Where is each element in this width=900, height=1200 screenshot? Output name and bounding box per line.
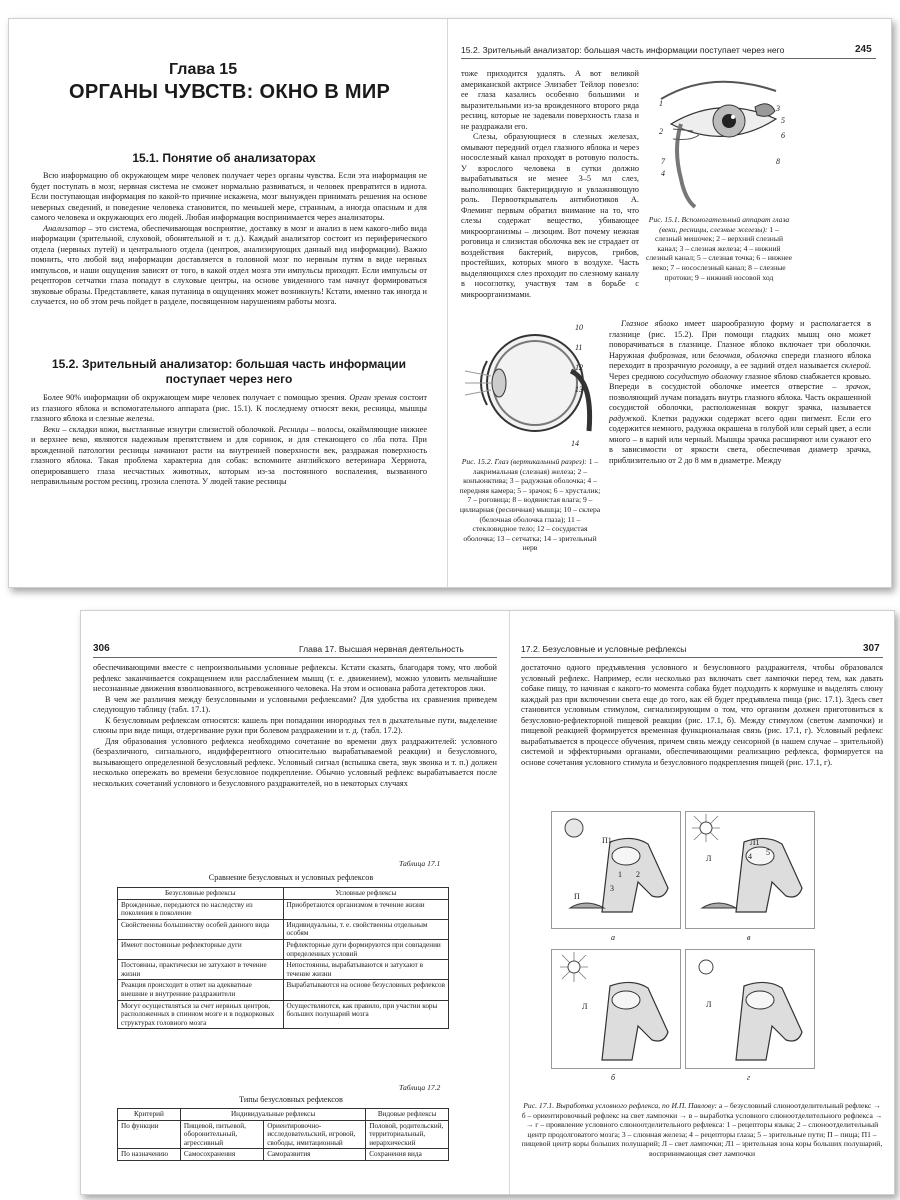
dog-illustration <box>552 812 682 930</box>
table-cell: Сохранения вида <box>366 1149 449 1161</box>
table-row <box>118 960 449 980</box>
label-p: П <box>574 892 580 901</box>
table-cell: Индивидуальны, т. е. свойственны отдельным особям <box>283 919 449 939</box>
header-rule <box>521 657 883 658</box>
fig-number: 5 <box>781 116 785 125</box>
label-p1: П1 <box>602 836 612 845</box>
panel-letter-b: б <box>611 1073 616 1082</box>
section-title-15-2: 15.2. Зрительный анализатор: большая часть информации поступает через него <box>51 357 407 386</box>
panel-g <box>685 949 815 1069</box>
fig-15-2-caption: Рис. 15.2. Глаз (вертикальный разрез): 1 – лакримальная (слезная) железа; 2 – конъюнктива; 3 – радужная оболочка; 4 – передняя камера; 5 – зрачок; 6 – хрусталик; 7 – роговица; 8 – водянистая влага; 9 – цилиарная (ресничная) мышца; 10 – склера (белочная оболочка глаза); 11 – стекловидное тело; 12 – сосудистая оболочка; 13 – сетчатка; 14 – зрительный нерв <box>459 457 601 553</box>
term: Анализатор <box>43 223 86 233</box>
table-label: Таблица 17.1 <box>399 859 441 868</box>
table-cell: Самосохранения <box>180 1149 263 1161</box>
table-17-1 <box>117 887 449 1029</box>
fig-number: 7 <box>661 157 665 166</box>
table-cell: Имеют постоянные рефлекторные дуги <box>118 939 284 959</box>
paragraph: Веки – складки кожи, выстланные изнутри слизистой оболочкой. Ресницы – волосы, окаймляющие нижнее и верхнее веко, являются надежным препятствием и для соринок, и для стекающего со лба пота. При врожденной патологии ресницы начинают расти на внутренней поверхности век, раздражая поверхность глазного яблока. Такая проблема характерна для собак: вспомните английского ветеринара Херриота, оперировавшего глаза несчастных животных, которым из-за постоянного воспаления, вызванного неправильным ростом ресниц, грозила слепота. У людей такие ресницы <box>31 424 427 486</box>
label-3: 3 <box>610 884 614 893</box>
paragraph: В чем же различия между безусловными и условными рефлексами? Для удобства их сравнения приведем следующую таблицу (табл. 17.1). <box>93 694 497 714</box>
dog-illustration <box>686 812 816 930</box>
panel-letter-g: г <box>747 1073 751 1082</box>
paragraph: Всю информацию об окружающем мире человек получает через органы чувства. Если эта информация не будет поступать в мозг, нервная система не сможет нормально развиваться, и человек превратится в идиота. Если поступающая информация по какой-то причине искажена, мозг вынужден принимать решения на основе неверных сведений, и поведение человека становится, по меньшей мере, странным, а иногда опасным и для самого человека и окружающих его людей. Любая информация воспринимается через анализаторы. <box>31 171 427 222</box>
table-cell: Свойственны большинству особей данного вида <box>118 919 284 939</box>
fig-number: 14 <box>571 439 579 448</box>
table-17-2 <box>117 1108 449 1161</box>
table-cell: Пищевой, питьевой, оборонительный, агрессивный <box>180 1120 263 1149</box>
label-2: 2 <box>636 870 640 879</box>
header-rule <box>93 657 497 658</box>
label-4: 4 <box>748 852 752 861</box>
table-cell: Приобретаются организмом в течение жизни <box>283 899 449 919</box>
table-cell: Вырабатываются на основе безусловных рефлексов <box>283 980 449 1000</box>
paragraph: достаточно одного предъявления условного и безусловного раздражителя, чтобы образовался условный рефлекс. Например, если несколько раз включать свет лампочки перед тем, как давать собаке пищу, то начиная с какого-то момента собака будет подходить к кормушке и выделять слюну каждый раз при включении света еще до того, как ей будет предъявлена пища (рис. 17.1). Здесь свет становится условным стимулом, сигнализирующим о том, что организм должен приготовиться к безусловно-рефлекторной пищевой реакции (рис. 17.1, б). Между стимулом (светом лампочки) и пищевой реакцией формируется временная функциональная связь (рис. 17.1, г). Условный рефлекс вырабатывается в процессе обучения, причем связь между сенсорной (в нашем случае – зрительной) системой и эффекторными органами, обеспечивающими реализацию рефлекса, формируется на основе сочетания условного стимула и безусловного подкрепления пищей (рис. 17.1, г). <box>521 663 883 767</box>
chapter-title: ОРГАНЫ ЧУВСТВ: ОКНО В МИР <box>69 81 391 103</box>
label-l1: Л1 <box>750 838 760 847</box>
right-page-col1-text <box>461 69 639 300</box>
panel-b <box>551 949 681 1069</box>
bottom-spread <box>80 610 895 1195</box>
spine <box>447 19 448 587</box>
spine <box>509 611 510 1194</box>
table-header: Условные рефлексы <box>283 888 449 900</box>
label-5: 5 <box>766 848 770 857</box>
table-header: Критерий <box>118 1109 181 1121</box>
panel-a <box>551 811 681 929</box>
table-header: Индивидуальные рефлексы <box>180 1109 365 1121</box>
table-header: Безусловные рефлексы <box>118 888 284 900</box>
panel-letter-v: в <box>747 933 751 942</box>
table-header: Видовые рефлексы <box>366 1109 449 1121</box>
page-number: 306 <box>93 643 110 654</box>
fig-number: 11 <box>575 343 583 352</box>
fig-15-1-caption: Рис. 15.1. Вспомогательный аппарат глаза (веки, ресницы, слезные железы): 1 – слезный мешочек; 2 – верхний слезный канал; 3 – слезная железа; 4 – нижний слезный канал; 5 – слезная точка; 6 – нижнее веко; 7 – носослезный канал; 8 – слезные протоки; 9 – нижний носовой ход <box>646 215 792 282</box>
table-row <box>118 1000 449 1029</box>
table-title: Типы безусловных рефлексов <box>239 1095 343 1104</box>
table-cell: Постоянны, практически не затухают в течение жизни <box>118 960 284 980</box>
table-row <box>118 939 449 959</box>
running-head: 17.2. Безусловные и условные рефлексы <box>521 644 687 654</box>
chapter-label: Глава 15 <box>169 61 238 78</box>
fig-number: 10 <box>575 323 583 332</box>
table-cell: Осуществляются, как правило, при участии коры больших полушарий мозга <box>283 1000 449 1029</box>
right-page-col2-text <box>609 319 871 466</box>
table-cell: По назначению <box>118 1149 181 1161</box>
paragraph: обеспечивающими вместе с непроизвольными условные рефлексы. Кстати сказать, благодаря тому, что любой рефлекс заканчивается сокращением или расслаблением мышц (т. е. движением), можно уловить мельчайшие несознанные движения взволнованного, встревоженного человека. На этом и основана работа детекторов лжи. <box>93 663 497 693</box>
fig-number: 3 <box>776 104 780 113</box>
table-cell: Ориентировочно-исследовательский, игровой, свободы, имитационный <box>264 1120 366 1149</box>
table-title: Сравнение безусловных и условных рефлексов <box>208 873 374 882</box>
table-cell: Рефлекторные дуги формируются при совпадении определенных условий <box>283 939 449 959</box>
dog-illustration <box>552 950 682 1070</box>
figure-15-1 <box>651 69 791 209</box>
table-cell: Врожденные, передаются по наследству из поколения в поколение <box>118 899 284 919</box>
table-row <box>118 899 449 919</box>
table-cell: Саморазвития <box>264 1149 366 1161</box>
running-head: Глава 17. Высшая нервная деятельность <box>299 644 464 654</box>
paragraph: Более 90% информации об окружающем мире человек получает с помощью зрения. Орган зрения состоит из глазного яблока и вспомогательного аппарата (рис. 15.1). К последнему относят веки, ресницы, мышцы глазного яблока и слезные железы. <box>31 393 427 423</box>
table-cell: Реакция происходит в ответ на адекватные внешние и внутренние раздражители <box>118 980 284 1000</box>
right-page-text <box>521 663 883 768</box>
paragraph: К безусловным рефлексам относятся: кашель при попадании инородных тел в дыхательные пути, выделение слюны при виде пищи, отдергивание руки при болевом раздражении и т. д. (табл. 17.2). <box>93 715 497 735</box>
paragraph: Для образования условного рефлекса необходимо сочетание во времени двух раздражителей: условного (безразличного, сигнального, индифферентного относительно вырабатываемой реакции) и безусловного, вызывающего определенной безусловный рефлекс. Условный сигнал (вспышка света, звук звонка и т. п.) должен несколько опережать во времени безусловное подкрепление. Обычно условный рефлекс вырабатывается после нескольких сочетаний условного и безусловного раздражителей, но в некоторых случаях <box>93 736 497 788</box>
label-l: Л <box>706 1000 712 1009</box>
table-row <box>118 919 449 939</box>
eye-aux-illustration <box>651 69 791 209</box>
label-l: Л <box>706 854 712 863</box>
table-row <box>118 1149 449 1161</box>
fig-number: 8 <box>776 157 780 166</box>
label-1: 1 <box>618 870 622 879</box>
table-label: Таблица 17.2 <box>399 1083 441 1092</box>
fig-number: 12 <box>575 363 583 372</box>
table-cell: Могут осуществляться за счет нервных центров, расположенных в спинном мозге и в подкорковых структурах головного мозга <box>118 1000 284 1029</box>
fig-17-1-caption: Рис. 17.1. Выработка условного рефлекса, по И.П. Павлову: а – безусловный слюноотделительный рефлекс → б – ориентировочный рефлекс на свет лампочки → в – выработка условного слюноотделительного рефлекса → → г – проявление условного слюноотделительного рефлекса: 1 – рецепторы языка; 2 – слюноотделительный центр продолговатого мозга; 3 – слюнная железа; 4 – рецепторы глаза; 5 – зрительные пути; П – пища; П1 – пищевой центр коры больших полушарий; Л – свет лампочки; Л1 – зрительная зона коры больших полушарий, воспринимающая свет лампочки <box>521 1101 883 1158</box>
panel-letter-a: а <box>611 933 615 942</box>
top-spread <box>8 18 892 588</box>
table-cell: Непостоянны, вырабатываются и затухают в течение жизни <box>283 960 449 980</box>
paragraph: тоже приходится удалять. А вот великой американской актрисе Элизабет Тейлор повезло: ее глаза казались особенно большими и выразительными из-за врожденного второго ряда ресниц, которые не задевали поверхность глаза и не раздражали его. <box>461 69 639 131</box>
paragraph: Глазное яблоко имеет шарообразную форму и располагается в глазнице (рис. 15.2). При помощи гладких мышц оно может поворачиваться в глазнице. Глазное яблоко включает три оболочки. Наружная фиброзная, или белочная, оболочка спереди глазного яблока переходит в прозрачную роговицу, а ее задний отдел называется склерой. Через среднюю сосудистую оболочку глазное яблоко снабжается кровью. Впереди в сосудистой оболочке имеется отверстие – зрачок, позволяющий лучам попадать внутрь глазного яблока. Часть окрашенной сосудистой оболочки, расположенная вокруг зрачка, называется радужкой. Клетки радужки содержат всего один пигмент. Если его содержится немного, радужка окрашена в голубой или серый цвет, а если много – в карий или черный. Мышцы зрачка расширяют или сужают его в зависимости от яркости света, обеспечивая диаметр зрачка, приблизительно от 2 до 8 мм в диаметре. Между <box>609 319 872 465</box>
table-cell: Половой, родительский, территориальный, иерархический <box>366 1120 449 1149</box>
left-page-text-2 <box>31 393 427 488</box>
fig-number: 6 <box>781 131 785 140</box>
page-number: 245 <box>855 44 872 55</box>
figure-17-1 <box>551 811 815 1095</box>
table-row <box>118 980 449 1000</box>
fig-number: 13 <box>575 385 583 394</box>
table-row <box>118 1120 449 1149</box>
figure-15-2 <box>461 321 601 451</box>
fig-number: 4 <box>661 169 665 178</box>
page-number: 307 <box>863 643 880 654</box>
panel-v <box>685 811 815 929</box>
header-rule <box>461 58 876 59</box>
label-l: Л <box>582 1002 588 1011</box>
section-title-15-1: 15.1. Понятие об анализаторах <box>132 151 316 165</box>
left-page-text <box>93 663 497 789</box>
table-cell: По функции <box>118 1120 181 1149</box>
dog-illustration <box>686 950 816 1070</box>
paragraph: Анализатор – это система, обеспечивающая восприятие, доставку в мозг и анализ в нем какого-либо вида информации (зрительной, слуховой, обонятельной и т. д.). Каждый анализатор состоит из периферического отдела (нервных путей) и центрального отдела (центров, анализирующих данный вид информации). Важно помнить, что любой вид информации доставляется в головной мозг по нервным путям в виде нервных импульсов, и наши ощущения зависят от того, в какой отдел мозга эти импульсы приходят. Если импульсы от рецепторов сетчатки глаза попадут в слуховые центры, на основе увиденного там начнут формироваться звуковые образы. Представляете, какая путаница в ощущениях может возникнуть! Кстати, именно так иногда и случается, но об этом речь пойдет в разделе, посвященном нарушениям работы мозга. <box>31 223 427 306</box>
fig-number: 2 <box>659 127 663 136</box>
paragraph: Слезы, образующиеся в слезных железах, омывают передний отдел глазного яблока и через носослезный канал проходят в ротовую полость. У взрослого человека в сутки должно вырабатываться не менее 3–5 мл слез, выполняющих бактерицидную и увлажняющую роль. Первооткрыватель антибиотиков А. Флеминг первым обратил внимание на то, что слезы содержат вещество, убивающее микроорганизмы – лизоцим. Вот почему нежная роговица и слизистая оболочка век не страдает от воздействия бактерий, вирусов, грибов, простейших, которых много в воздухе. Часть выделяющихся слез проходит по слезному каналу в носоглотку, участвуя там в борьбе с микроорганизмами. <box>461 132 639 299</box>
running-head: 15.2. Зрительный анализатор: большая часть информации поступает через него <box>461 45 785 55</box>
left-page-text <box>31 171 427 308</box>
fig-number: 1 <box>659 99 663 108</box>
